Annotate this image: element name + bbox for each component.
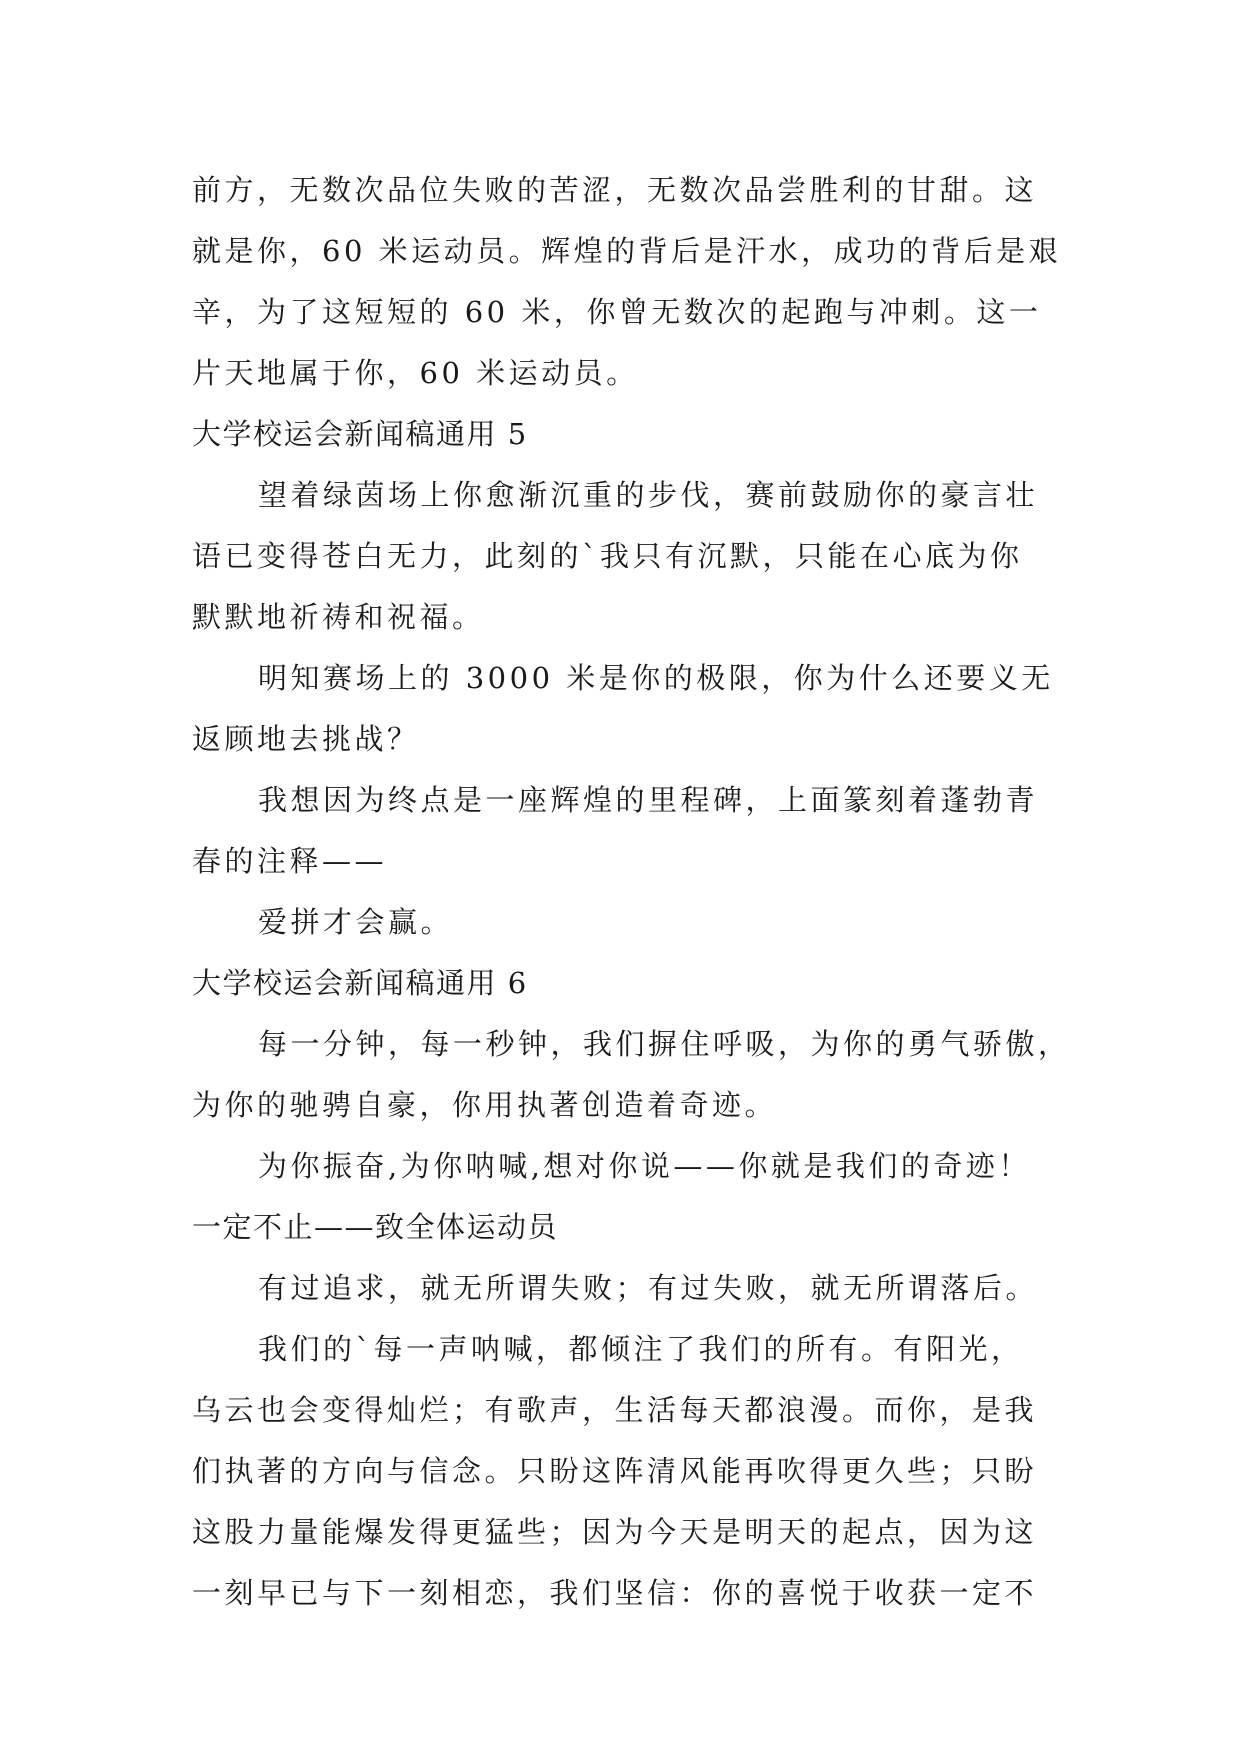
text-line: 我想因为终点是一座辉煌的里程碑，上面篆刻着蓬勃青 — [258, 783, 1039, 817]
text-line: 明知赛场上的 3000 米是你的极限，你为什么还要义无 — [258, 661, 1054, 695]
text-line: 一刻早已与下一刻相恋，我们坚信：你的喜悦于收获一定不 — [192, 1576, 1038, 1610]
paragraph — [192, 1014, 1071, 1136]
paragraph — [192, 648, 1062, 770]
paragraph — [192, 465, 1062, 648]
text-line: 前方，无数次品位失败的苦涩，无数次品尝胜利的甘甜。这 — [192, 173, 1038, 207]
section-heading — [192, 953, 1062, 1014]
paragraph — [192, 1319, 1062, 1624]
section-heading — [192, 404, 1062, 465]
text-line: 默默地祈祷和祝福。 — [192, 600, 485, 634]
text-line: 这股力量能爆发得更猛些；因为今天是明天的起点，因为这 — [192, 1515, 1038, 1549]
text-line: 为你的驰骋自豪，你用执著创造着奇迹。 — [192, 1088, 778, 1122]
heading-text: 一定不止——致全体运动员 — [192, 1210, 559, 1244]
paragraph — [192, 892, 1062, 953]
heading-text: 大学校运会新闻稿通用 6 — [192, 966, 528, 1000]
heading-text: 大学校运会新闻稿通用 5 — [192, 417, 528, 451]
paragraph — [192, 160, 1062, 404]
text-line: 有过追求，就无所谓失败；有过失败，就无所谓落后。 — [258, 1271, 1039, 1305]
text-line: 望着绿茵场上你愈渐沉重的步伐，赛前鼓励你的豪言壮 — [258, 478, 1039, 512]
paragraph — [192, 1258, 1062, 1319]
text-line: 我们的`每一声呐喊，都倾注了我们的所有。有阳光， — [258, 1332, 1024, 1366]
text-line: 们执著的方向与信念。只盼这阵清风能再吹得更久些；只盼 — [192, 1454, 1038, 1488]
paragraph — [192, 1136, 1062, 1197]
text-line: 就是你，60 米运动员。辉煌的背后是汗水，成功的背后是艰 — [192, 234, 1062, 268]
text-line: 每一分钟，每一秒钟，我们摒住呼吸，为你的勇气骄傲， — [258, 1027, 1071, 1061]
text-line: 辛，为了这短短的 60 米，你曾无数次的起跑与冲刺。这一 — [192, 295, 1042, 329]
section-heading — [192, 1197, 1062, 1258]
document-body — [192, 160, 1071, 1624]
text-line: 为你振奋,为你呐喊,想对你说——你就是我们的奇迹！ — [258, 1149, 1031, 1183]
text-line: 春的注释—— — [192, 844, 388, 878]
text-line: 爱拼才会赢。 — [258, 905, 454, 939]
text-line: 片天地属于你，60 米运动员。 — [192, 356, 639, 390]
paragraph — [192, 770, 1062, 892]
text-line: 返顾地去挑战？ — [192, 722, 420, 756]
text-line: 乌云也会变得灿烂；有歌声，生活每天都浪漫。而你，是我 — [192, 1393, 1038, 1427]
text-line: 语已变得苍白无力，此刻的`我只有沉默，只能在心底为你 — [192, 539, 1023, 573]
